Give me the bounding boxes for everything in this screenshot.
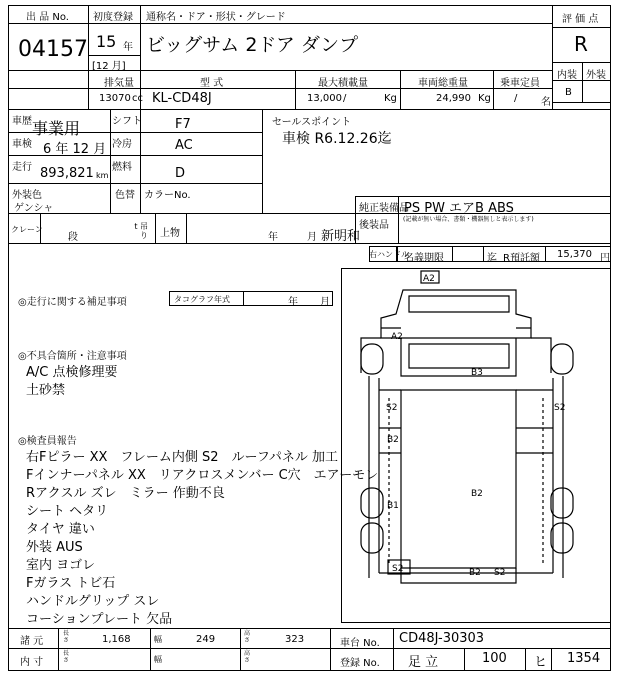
gross-weight-label: 車両総重量 [418,78,468,89]
width-label: 幅 [154,655,162,664]
mileage-unit: km [96,171,109,180]
fuel-value: D [175,166,186,181]
sales-point-text: 車検 R6.12.26迄 [282,131,392,147]
interior-dims-label: 内 寸 [20,657,44,668]
plate-number: 1354 [567,651,601,666]
plate-class: 100 [482,651,507,666]
tachograph-year: 年 [288,297,298,308]
color-number-label: カラーNo. [144,190,191,201]
inspector-item: タイヤ 違い [26,522,95,537]
inspector-item: Fガラス トビ石 [26,576,116,591]
damage-mark: A2 [391,332,403,342]
recycle-unit: 円 [600,253,610,264]
rating-label: 評 価 点 [562,14,599,25]
inspector-item: シート ヘタリ [26,504,109,519]
rhd-tag-text: 右ハンドル [369,250,409,259]
inspector-item: Rアクスル ズレ ミラー 作動不良 [26,486,225,501]
inspector-item: コーションプレート 欠品 [26,612,173,627]
crane-hang: t 吊り [134,222,148,240]
transfer-label: 名義期限 [404,253,444,264]
body-month: 月 [307,232,317,243]
max-load-unit: Kg [384,93,397,104]
damage-mark: S2 [554,403,566,413]
damage-mark: B2 [471,489,483,499]
shift-value: F7 [175,117,191,132]
crane-steps: 段 [68,232,78,243]
transfer-date-box [452,246,484,262]
damage-mark: B1 [387,501,399,511]
inspector-item: ハンドルグリップ スレ [26,594,160,609]
recycle-value: 15,370 [557,249,592,260]
model-name: ビッグサム 2ドア ダンプ [146,34,359,56]
body-year: 年 [268,232,278,243]
width-value: 249 [196,634,216,645]
capacity-slash: / [514,93,518,104]
shift-label: シフト [112,116,142,127]
fuel-label: 燃料 [112,162,132,173]
crane-label: クレーン [11,225,43,234]
defect-item: 土砂禁 [26,383,66,398]
tachograph-month: 月 [320,297,330,308]
damage-mark: S2 [494,568,506,578]
gross-weight-value: 24,990 [436,93,471,104]
registration-year-unit: 年 [123,42,133,53]
interior-grade: B [565,87,572,98]
mileage-label: 走行 [12,162,32,173]
length-value: 1,168 [102,634,131,645]
damage-mark: B2 [469,568,481,578]
body-label: 上物 [160,228,180,239]
length-label: 長さ [63,650,70,664]
plate-kana: ヒ [534,655,548,670]
plate-area: 足 立 [408,655,439,670]
driving-notes-title: ◎走行に関する補足事項 [18,297,127,308]
height-value: 323 [285,634,305,645]
height-label: 高さ [244,630,251,644]
inspector-item: 外装 AUS [26,540,83,555]
dimensions-label: 諸 元 [20,636,44,647]
capacity-label: 乗車定員 [500,78,540,89]
registration-month: [12 月] [92,61,126,72]
standard-equipment-value: PS PW エアB ABS [404,201,514,216]
rating-score: R [574,32,588,56]
history-label: 車歴 [12,116,32,127]
mileage-value: 893,821 [40,166,94,181]
ac-label: 冷房 [112,139,132,150]
ac-value: AC [175,138,193,153]
displacement-unit: cc [132,93,143,104]
history-value: 事業用 [32,119,81,138]
max-load-label: 最大積載量 [318,78,368,89]
inspector-report-title: ◎検査員報告 [18,436,77,447]
inspection-label: 車検 [12,139,32,150]
chassis-number: CD48J-30303 [399,631,485,646]
interior-grade-label: 内装 [557,70,577,81]
model-type: KL-CD48J [152,91,212,106]
height-label: 高さ [244,650,251,664]
tachograph-label: タコグラフ年式 [174,295,230,304]
aftermarket-label: 後装品 [359,220,389,231]
truck-diagram [341,268,611,623]
recycle-label: R預託額 [503,253,540,264]
damage-mark: A2 [423,274,435,284]
exterior-grade-label: 外装 [586,70,606,81]
transfer-unit: 迄 [487,253,497,264]
color-change-label: 色替 [115,190,135,201]
lot-number: 04157 [18,37,88,62]
max-load-value: 13,000 [307,93,342,104]
chassis-label: 車台 No. [340,638,380,649]
standard-equipment-label: 純正装備品 [359,203,409,214]
inspector-item: 室内 ヨゴレ [26,558,96,573]
exterior-color-label: 外装色 [12,190,42,201]
length-label: 長さ [63,630,70,644]
width-label: 幅 [154,635,162,644]
defects-title: ◎不具合箇所・注意事項 [18,351,127,362]
defect-item: A/C 点検修理要 [26,365,118,380]
damage-mark: S2 [392,564,404,574]
aftermarket-note: (記載が無い場合、書類・機器無しと表示します) [403,216,534,223]
registration-year: 15 [96,32,117,51]
grade-label: 通称名・ドア・形状・グレード [146,12,286,23]
type-label: 型 式 [200,78,224,89]
inspector-item: Fインナーパネル XX リアクロスメンバー C穴 エアーモレ [26,468,379,483]
capacity-unit: 名 [541,97,551,108]
gross-weight-unit: Kg [478,93,491,104]
registration-label: 初度登録 [93,12,133,23]
inspection-value: 6 年 12 月 [43,142,107,157]
inspector-item: 右Fピラー XX フレーム内側 S2 ルーフパネル 加工 [26,450,338,465]
sales-point-label: セールスポイント [272,117,352,128]
max-load-slash: / [343,93,347,104]
displacement-value: 13070 [99,93,131,104]
exterior-color-value: ゲンシャ [14,203,54,214]
lot-label: 出 品 No. [26,12,69,23]
damage-mark: S2 [386,403,398,413]
registration-no-label: 登録 No. [340,658,380,669]
displacement-label: 排気量 [104,78,134,89]
damage-mark: B3 [471,368,483,378]
damage-mark: B2 [387,435,399,445]
body-maker: 新明和 [321,229,361,244]
